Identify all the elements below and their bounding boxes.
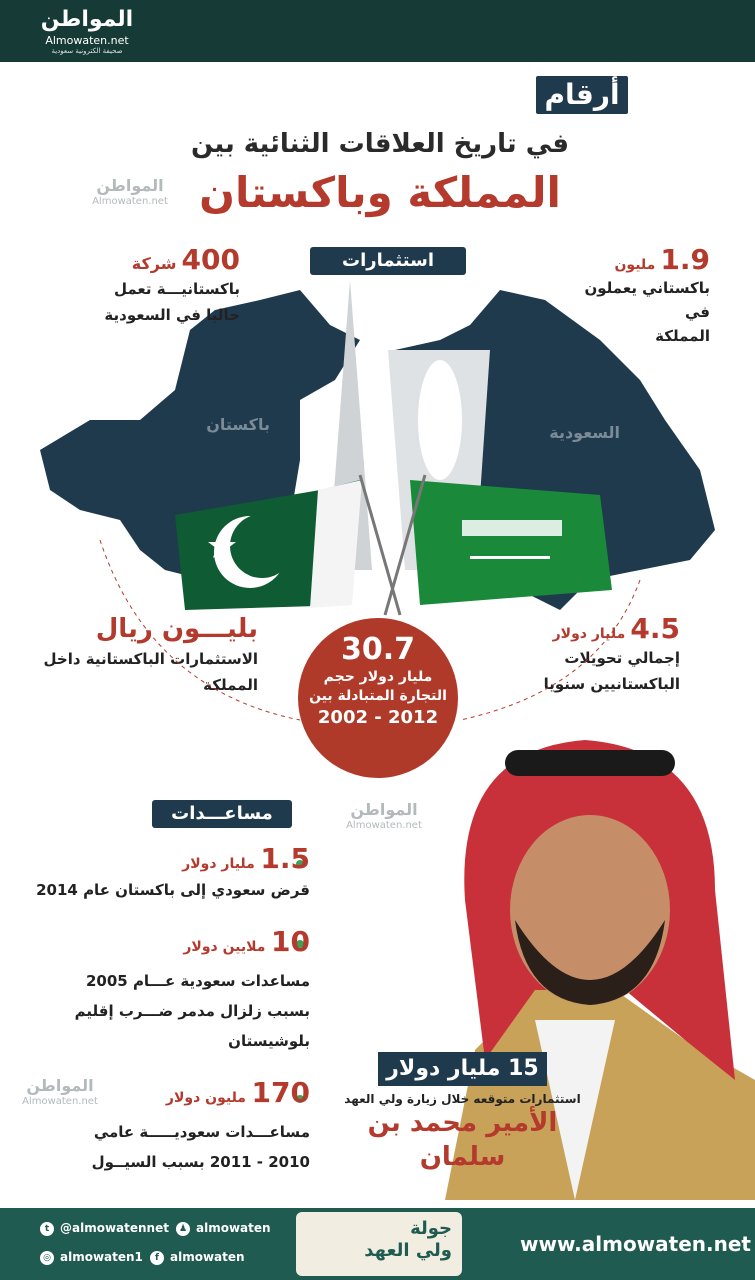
- tour-line-1: جولة: [410, 1218, 452, 1239]
- almowaten-logo[interactable]: [22, 6, 152, 58]
- logo-english: Almowaten.net: [45, 34, 129, 47]
- aid-text: مساعدات سعودية عـــام 2005: [85, 972, 310, 990]
- aid-text: بلوشيستان: [228, 1032, 310, 1050]
- instagram-handle: almowaten1: [60, 1250, 143, 1264]
- prince-amount: 15 مليار دولار: [378, 1052, 546, 1086]
- snapchat-icon: ♟: [176, 1222, 190, 1236]
- top-header: [0, 0, 755, 62]
- aid-item: [20, 1076, 310, 1177]
- trade-value: 30.7: [340, 632, 416, 667]
- watermark-logo: المواطن Almowaten.net: [22, 1076, 98, 1107]
- aid-label: مساعـــدات: [152, 800, 292, 828]
- watermark-logo: المواطن Almowaten.net: [92, 176, 168, 207]
- prince-investments: [340, 1052, 585, 1174]
- stat-unit: شركة: [131, 254, 177, 273]
- stat-text: المملكة: [203, 676, 258, 694]
- trade-text: مليار دولار حجم: [323, 669, 433, 685]
- stat-value: 4.5: [630, 612, 680, 645]
- aid-value: 1.5: [260, 842, 310, 875]
- stat-text: الباكستانيين سنويا: [543, 675, 680, 693]
- map-label-pakistan: باكستان: [206, 415, 270, 434]
- stat-text: حاليا في السعودية: [104, 306, 240, 324]
- stat-text: المملكة: [655, 327, 710, 345]
- aid-value: 10: [271, 925, 310, 958]
- facebook-handle: almowaten: [170, 1250, 245, 1264]
- aid-text: قرض سعودي إلى باكستان عام 2014: [36, 881, 310, 899]
- aid-unit: ملايين دولار: [183, 939, 266, 955]
- logo-arabic: المواطن: [40, 7, 134, 32]
- stat-text: إجمالي تحويلات: [564, 649, 680, 667]
- trade-text: التجارة المتبادلة بين: [309, 688, 447, 704]
- facebook-link[interactable]: [150, 1250, 245, 1265]
- investments-label: استثمارات: [310, 247, 466, 275]
- trade-years: 2002 - 2012: [317, 707, 439, 728]
- watermark-logo: المواطن Almowaten.net: [346, 800, 422, 831]
- stat-text: باكستانيـــة تعمل: [113, 280, 240, 298]
- stat-value: 400: [181, 243, 240, 276]
- twitter-handle: @almowatennet: [60, 1221, 169, 1235]
- map-label-saudi: السعودية: [549, 423, 620, 442]
- logo-subtitle: صحيفة الكترونية سعودية: [51, 47, 123, 55]
- website-link[interactable]: www.almowaten.net: [520, 1232, 751, 1256]
- twitter-link[interactable]: [40, 1221, 169, 1236]
- stat-unit: مليار دولار: [552, 626, 626, 642]
- stat-value: بليـــون ريال: [95, 614, 258, 644]
- aid-value: 170: [251, 1076, 310, 1109]
- aid-text: بسبب زلزال مدمر ضـــرب إقليم: [74, 1002, 310, 1020]
- stat-unit: مليون: [614, 257, 656, 273]
- stat-workers: [560, 243, 710, 348]
- tour-line-2: ولي العهد: [364, 1240, 452, 1261]
- title-line-1: في تاريخ العلاقات الثنائية بين: [190, 129, 570, 159]
- instagram-link[interactable]: [40, 1250, 143, 1265]
- aid-unit: مليار دولار: [182, 856, 255, 872]
- aid-unit: مليون دولار: [165, 1090, 246, 1106]
- stat-companies: [30, 243, 240, 328]
- facebook-icon: f: [150, 1251, 164, 1265]
- prince-name: الأمير محمد بن سلمان: [367, 1108, 558, 1172]
- twitter-icon: t: [40, 1222, 54, 1236]
- aid-text: 2010 - 2011 بسبب السيــول: [91, 1153, 310, 1171]
- stat-value: 1.9: [660, 243, 710, 276]
- aid-item: [20, 842, 310, 905]
- aid-text: مساعـــدات سعوديـــــة عامي: [93, 1123, 310, 1141]
- prince-text: استثمارات متوقعه خلال زيارة ولي العهد: [344, 1092, 581, 1106]
- stat-text: الاستثمارات الباكستانية داخل: [43, 650, 258, 668]
- aid-item: [20, 925, 310, 1056]
- snapchat-link[interactable]: [176, 1221, 271, 1236]
- snapchat-handle: almowaten: [196, 1221, 271, 1235]
- crown-prince-tour-badge: [296, 1212, 462, 1276]
- instagram-icon: ◎: [40, 1251, 54, 1265]
- numbers-tag: أرقام: [536, 76, 628, 114]
- title-line-2: المملكة وباكستان: [199, 168, 561, 217]
- stat-text: باكستاني يعملون في: [584, 279, 710, 321]
